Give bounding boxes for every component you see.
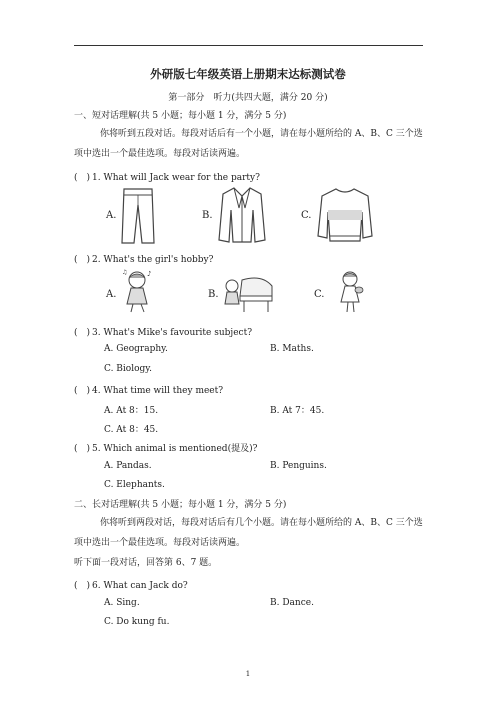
- section2-instruction: 你将听到两段对话，每段对话后有几个小题。请在每小题所给的 A、B、C 三个选项中选出一个最佳选项。每段对话读两遍。: [74, 518, 423, 548]
- question-text: 6. What can Jack do?: [92, 581, 188, 591]
- section2-heading: 二、长对话理解(共 5 小题；每小题 1 分，满分 5 分): [74, 500, 287, 510]
- svg-text:♫: ♫: [122, 269, 128, 276]
- singing-girl-icon: [120, 268, 156, 314]
- question-text: 4. What time will they meet?: [92, 386, 224, 396]
- answer-blank[interactable]: ( ): [74, 255, 91, 265]
- question-1: [74, 170, 260, 183]
- question-4: [74, 383, 223, 396]
- option-b: B. Maths.: [270, 344, 314, 354]
- jacket-icon: [217, 186, 267, 244]
- answer-blank[interactable]: ( ): [74, 328, 91, 338]
- page-title: 外研版七年级英语上册期末达标测试卷: [150, 67, 346, 81]
- option-c: C. At 8：45.: [104, 425, 159, 435]
- piano-girl-icon: [222, 272, 276, 314]
- answer-blank[interactable]: ( ): [74, 444, 91, 454]
- answer-blank[interactable]: ( ): [74, 173, 91, 183]
- answer-blank[interactable]: ( ): [74, 386, 91, 396]
- question-2: [74, 252, 213, 265]
- question-text: 5. Which animal is mentioned(提及)?: [92, 444, 258, 454]
- page-number: 1: [245, 670, 251, 678]
- question-text: 3. What's Mike's favourite subject?: [92, 328, 253, 338]
- option-c: C. Biology.: [104, 364, 153, 374]
- question-6: [74, 578, 188, 591]
- part-heading: 第一部分 听力(共四大题，满分 20 分): [168, 93, 328, 103]
- question-text: 1. What will Jack wear for the party?: [92, 173, 260, 183]
- question-3: [74, 325, 252, 338]
- option-b: B.: [202, 210, 213, 221]
- option-c: C.: [314, 289, 325, 300]
- option-b: B. Penguins.: [270, 461, 327, 471]
- option-c: C. Do kung fu.: [104, 617, 170, 627]
- trousers-icon: [120, 187, 156, 245]
- answer-blank[interactable]: ( ): [74, 581, 91, 591]
- option-b: B. At 7：45.: [270, 406, 325, 416]
- header-rule: [74, 45, 423, 46]
- option-a: A. Pandas.: [104, 461, 152, 471]
- option-a: A.: [106, 289, 117, 300]
- option-c: C.: [301, 210, 312, 221]
- section1-instruction: 你将听到五段对话。每段对话后有一个小题，请在每小题所给的 A、B、C 三个选项中选出一个最佳选项。每段对话读两遍。: [74, 129, 423, 159]
- option-b: B.: [208, 289, 219, 300]
- svg-text:♪: ♪: [147, 270, 152, 278]
- option-a: A.: [106, 210, 117, 221]
- sweater-icon: [316, 186, 374, 244]
- option-a: A. Sing.: [104, 598, 140, 608]
- option-b: B. Dance.: [270, 598, 314, 608]
- option-c: C. Elephants.: [104, 480, 165, 490]
- question-5: [74, 441, 257, 454]
- option-a: A. At 8：15.: [104, 406, 159, 416]
- section1-heading: 一、短对话理解(共 5 小题；每小题 1 分，满分 5 分): [74, 111, 287, 121]
- section2-lead: 听下面一段对话，回答第 6、7 题。: [74, 558, 218, 568]
- option-a: A. Geography.: [104, 344, 168, 354]
- question-text: 2. What's the girl's hobby?: [92, 255, 214, 265]
- violin-girl-icon: [336, 268, 366, 314]
